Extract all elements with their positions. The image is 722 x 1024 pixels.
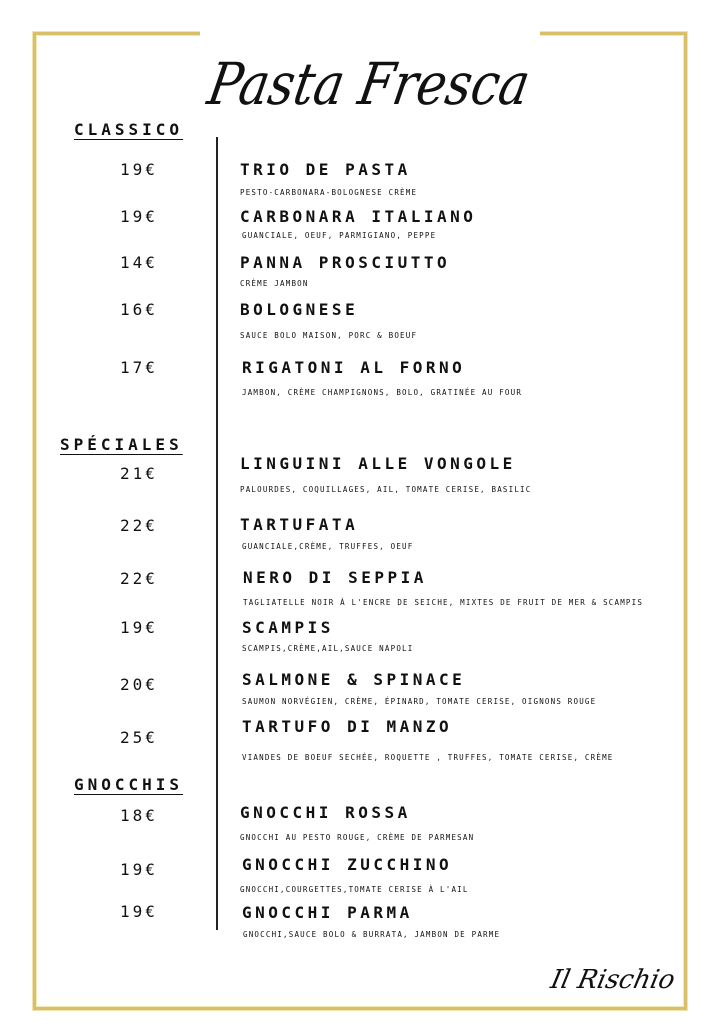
desc-trio-de-pasta: PESTO-CARBONARA-BOLOGNESE CRÈME (240, 188, 418, 197)
desc-tartufo-di-manzo: VIANDES DE BOEUF SECHÉE, ROQUETTE , TRUFFES, TOMATE CERISE, CRÈME (242, 753, 614, 762)
desc-linguini-alle-vongole: PALOURDES, COQUILLAGES, AIL, TOMATE CERISE, BASILIC (240, 485, 532, 494)
price-bolognese: 16€ (120, 300, 158, 319)
desc-carbonara-italiano: GUANCIALE, OEUF, PARMIGIANO, PEPPE (242, 231, 437, 240)
price-gnocchi-rossa: 18€ (120, 806, 158, 825)
section-classico: CLASSICO (74, 120, 184, 139)
price-gnocchi-parma: 19€ (120, 902, 158, 921)
menu-title (200, 22, 592, 142)
price-linguini-alle-vongole: 21€ (120, 464, 158, 483)
desc-panna-prosciutto: CRÈME JAMBON (240, 279, 309, 288)
dish-scampis: SCAMPIS (242, 618, 334, 637)
dish-nero-di-seppia: NERO DI SEPPIA (243, 568, 427, 587)
section-gnocchis: GNOCCHIS (74, 775, 184, 794)
divider-line (216, 137, 218, 930)
desc-salmone-spinace: SAUMON NORVÉGIEN, CRÈME, ÉPINARD, TOMATE CERISE, OIGNONS ROUGE (242, 697, 597, 706)
desc-tartufata: GUANCIALE,CRÈME, TRUFFES, OEUF (242, 542, 414, 551)
price-scampis: 19€ (120, 618, 158, 637)
dish-rigatoni-al-forno: RIGATONI AL FORNO (242, 358, 466, 377)
dish-panna-prosciutto: PANNA PROSCIUTTO (240, 253, 451, 272)
price-rigatoni-al-forno: 17€ (120, 358, 158, 377)
price-tartufo-di-manzo: 25€ (120, 728, 158, 747)
desc-bolognese: SAUCE BOLO MAISON, PORC & BOEUF (240, 331, 418, 340)
price-panna-prosciutto: 14€ (120, 253, 158, 272)
price-carbonara-italiano: 19€ (120, 207, 158, 226)
dish-tartufata: TARTUFATA (240, 515, 359, 534)
price-trio-de-pasta: 19€ (120, 160, 158, 179)
desc-rigatoni-al-forno: JAMBON, CRÈME CHAMPIGNONS, BOLO, GRATINÉE AU FOUR (242, 388, 523, 397)
dish-carbonara-italiano: CARBONARA ITALIANO (240, 207, 477, 226)
dish-trio-de-pasta: TRIO DE PASTA (240, 160, 411, 179)
desc-gnocchi-zucchino: GNOCCHI,COURGETTES,TOMATE CERISE À L'AIL (240, 885, 469, 894)
dish-gnocchi-rossa: GNOCCHI ROSSA (240, 803, 411, 822)
signature-text: Il Rischio (548, 965, 678, 995)
desc-nero-di-seppia: TAGLIATELLE NOIR À L'ENCRE DE SEICHE, MIXTES DE FRUIT DE MER & SCAMPIS (243, 598, 644, 607)
menu-title-text: Pasta Fresca (203, 50, 592, 118)
price-nero-di-seppia: 22€ (120, 569, 158, 588)
price-salmone-spinace: 20€ (120, 675, 158, 694)
price-tartufata: 22€ (120, 516, 158, 535)
price-gnocchi-zucchino: 19€ (120, 860, 158, 879)
desc-gnocchi-parma: GNOCCHI,SAUCE BOLO & BURRATA, JAMBON DE PARME (243, 930, 501, 939)
signature-il-rischio (548, 948, 692, 1008)
dish-linguini-alle-vongole: LINGUINI ALLE VONGOLE (240, 454, 516, 473)
dish-tartufo-di-manzo: TARTUFO DI MANZO (242, 717, 453, 736)
dish-salmone-spinace: SALMONE & SPINACE (242, 670, 466, 689)
desc-gnocchi-rossa: GNOCCHI AU PESTO ROUGE, CRÈME DE PARMESAN (240, 833, 475, 842)
desc-scampis: SCAMPIS,CRÈME,AIL,SAUCE NAPOLI (242, 644, 414, 653)
dish-gnocchi-parma: GNOCCHI PARMA (242, 903, 413, 922)
dish-gnocchi-zucchino: GNOCCHI ZUCCHINO (242, 855, 453, 874)
section-speciales: SPÉCIALES (60, 435, 183, 454)
dish-bolognese: BOLOGNESE (240, 300, 359, 319)
